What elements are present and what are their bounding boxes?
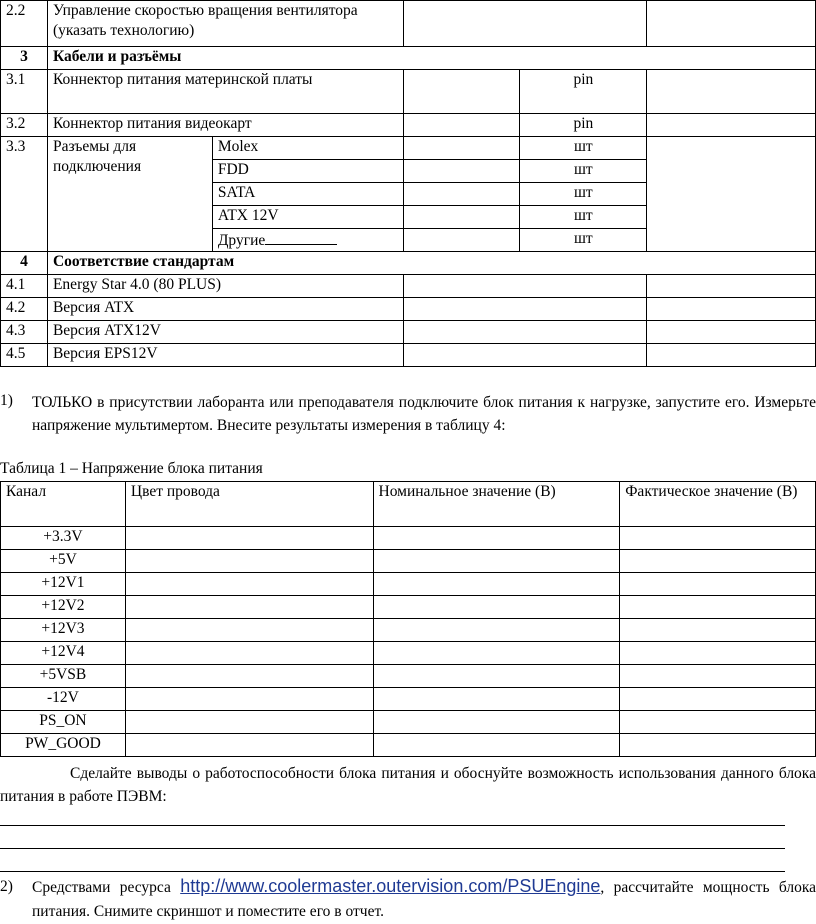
channel-name: +12V2 [1,596,126,619]
wire-color-cell[interactable] [125,573,373,596]
unit-cell: шт [520,229,647,252]
unit-cell: шт [520,137,647,160]
notes-cell[interactable] [647,70,816,114]
value-cell[interactable] [403,160,520,183]
table-row [1,573,816,596]
value-cell[interactable] [403,298,647,321]
table-row [1,734,816,757]
table-row [1,688,816,711]
conclusion-prompt [0,762,816,808]
notes-cell[interactable] [647,321,816,344]
answer-line[interactable] [0,871,785,872]
notes-cell[interactable] [647,114,816,137]
wire-color-cell[interactable] [125,665,373,688]
channel-name: +12V4 [1,642,126,665]
instruction-text: ТОЛЬКО в присутствии лаборанта или преподавателя подключите блок питания к нагрузке, запустите его. Измерьте напряжение мультимертом. Внесите результаты измерения в таблицу 4: [32,394,816,434]
value-cell[interactable] [403,275,647,298]
actual-cell[interactable] [620,665,816,688]
channel-name: +3.3V [1,527,126,550]
channel-name: +5V [1,550,126,573]
notes-cell[interactable] [647,298,816,321]
section-title: Соответствие стандартам [47,252,815,275]
notes-cell[interactable] [647,137,816,252]
nominal-cell[interactable] [373,665,620,688]
table-row [1,70,816,114]
instruction-1 [0,391,816,441]
table-row [1,596,816,619]
nominal-cell[interactable] [373,573,620,596]
components-table [0,0,816,367]
unit-cell: шт [520,183,647,206]
row-number: 3.1 [1,70,48,114]
nominal-cell[interactable] [373,642,620,665]
wire-color-cell[interactable] [125,734,373,757]
nominal-cell[interactable] [373,527,620,550]
table-row [1,321,816,344]
wire-color-cell[interactable] [125,550,373,573]
row-label: Energy Star 4.0 (80 PLUS) [47,275,403,298]
wire-color-cell[interactable] [125,711,373,734]
section-row [1,47,816,70]
row-number: 2.2 [1,1,48,47]
header-actual: Фактическое значение (В) [620,482,816,527]
actual-cell[interactable] [620,573,816,596]
channel-name: +5VSB [1,665,126,688]
actual-cell[interactable] [620,711,816,734]
table-header-row [1,482,816,527]
answer-line[interactable] [0,848,785,849]
actual-cell[interactable] [620,734,816,757]
row-number: 3.3 [1,137,48,252]
resource-prefix: Средствами ресурса [32,879,171,896]
header-channel: Канал [1,482,126,527]
channel-name: PW_GOOD [1,734,126,757]
nominal-cell[interactable] [373,619,620,642]
instruction-text [32,874,816,924]
table-row [1,550,816,573]
nominal-cell[interactable] [373,596,620,619]
wire-color-cell[interactable] [125,619,373,642]
channel-name: +12V1 [1,573,126,596]
unit-cell: шт [520,206,647,229]
wire-color-cell[interactable] [125,688,373,711]
row-label: Коннектор питания видеокарт [47,114,403,137]
fill-in-line[interactable] [265,229,337,245]
row-label: Управление скоростью вращения вентилятора (указать технологию) [47,1,403,47]
actual-cell[interactable] [620,642,816,665]
row-number: 4.2 [1,298,48,321]
actual-cell[interactable] [620,596,816,619]
value-cell[interactable] [403,206,520,229]
value-cell[interactable] [403,70,520,114]
value-cell[interactable] [403,137,520,160]
section-row [1,252,816,275]
value-cell[interactable] [403,229,520,252]
unit-cell: шт [520,160,647,183]
voltage-table [0,481,816,757]
row-label: Версия ATX [47,298,403,321]
table-row [1,642,816,665]
table-row [1,137,816,160]
row-number: 3.2 [1,114,48,137]
psu-calculator-link[interactable]: http://www.coolermaster.outervision.com/PSUEngine [180,876,601,896]
section-number: 4 [1,252,48,275]
table-row [1,298,816,321]
row-label: Версия EPS12V [47,344,403,367]
nominal-cell[interactable] [373,550,620,573]
notes-cell[interactable] [647,275,816,298]
value-cell[interactable] [403,321,647,344]
table-caption: Таблица 1 – Напряжение блока питания [0,460,263,477]
unit-cell: pin [520,70,647,114]
table-row [1,665,816,688]
value-cell[interactable] [403,183,520,206]
nominal-cell[interactable] [373,711,620,734]
header-wire-color: Цвет провода [125,482,373,527]
unit-cell: pin [520,114,647,137]
instruction-2 [0,874,816,924]
channel-name: PS_ON [1,711,126,734]
section-number: 3 [1,47,48,70]
answer-line[interactable] [0,825,785,826]
other-connector-label: Другие [217,232,266,249]
row-label: Версия ATX12V [47,321,403,344]
table-row [1,1,816,47]
nominal-cell[interactable] [373,688,620,711]
wire-color-cell[interactable] [125,642,373,665]
channel-name: +12V3 [1,619,126,642]
section-title: Кабели и разъёмы [47,47,815,70]
table-row [1,344,816,367]
value-cell[interactable] [403,344,647,367]
actual-cell[interactable] [620,550,816,573]
table-row [1,711,816,734]
actual-cell[interactable] [620,527,816,550]
row-label: Коннектор питания материнской платы [47,70,403,114]
row-number: 4.5 [1,344,48,367]
table-row [1,114,816,137]
wire-color-cell[interactable] [125,527,373,550]
value-cell[interactable] [403,114,520,137]
header-nominal: Номинальное значение (В) [373,482,620,527]
notes-cell[interactable] [647,344,816,367]
actual-cell[interactable] [620,688,816,711]
resource-suffix: , рассчитайте мощность блока питания. Снимите скриншот и поместите его в отчет. [32,879,816,920]
conclusion-text: Сделайте выводы о работоспособности блока питания и обоснуйте возможность использования данного блока питания в работе ПЭВМ: [0,765,816,805]
nominal-cell[interactable] [373,734,620,757]
connector-name: ATX 12V [212,206,403,229]
table-row [1,527,816,550]
table-row [1,619,816,642]
row-number: 4.1 [1,275,48,298]
list-number: 2) [0,878,13,895]
connector-name: FDD [212,160,403,183]
wire-color-cell[interactable] [125,596,373,619]
channel-name: -12V [1,688,126,711]
list-number: 1) [0,392,13,409]
row-label: Разъемы для подключения [47,137,212,252]
actual-cell[interactable] [620,619,816,642]
connector-name [212,229,403,252]
connector-name: Molex [212,137,403,160]
connector-name: SATA [212,183,403,206]
row-number: 4.3 [1,321,48,344]
notes-cell[interactable] [647,1,816,47]
value-cell[interactable] [403,1,647,47]
table-row [1,275,816,298]
